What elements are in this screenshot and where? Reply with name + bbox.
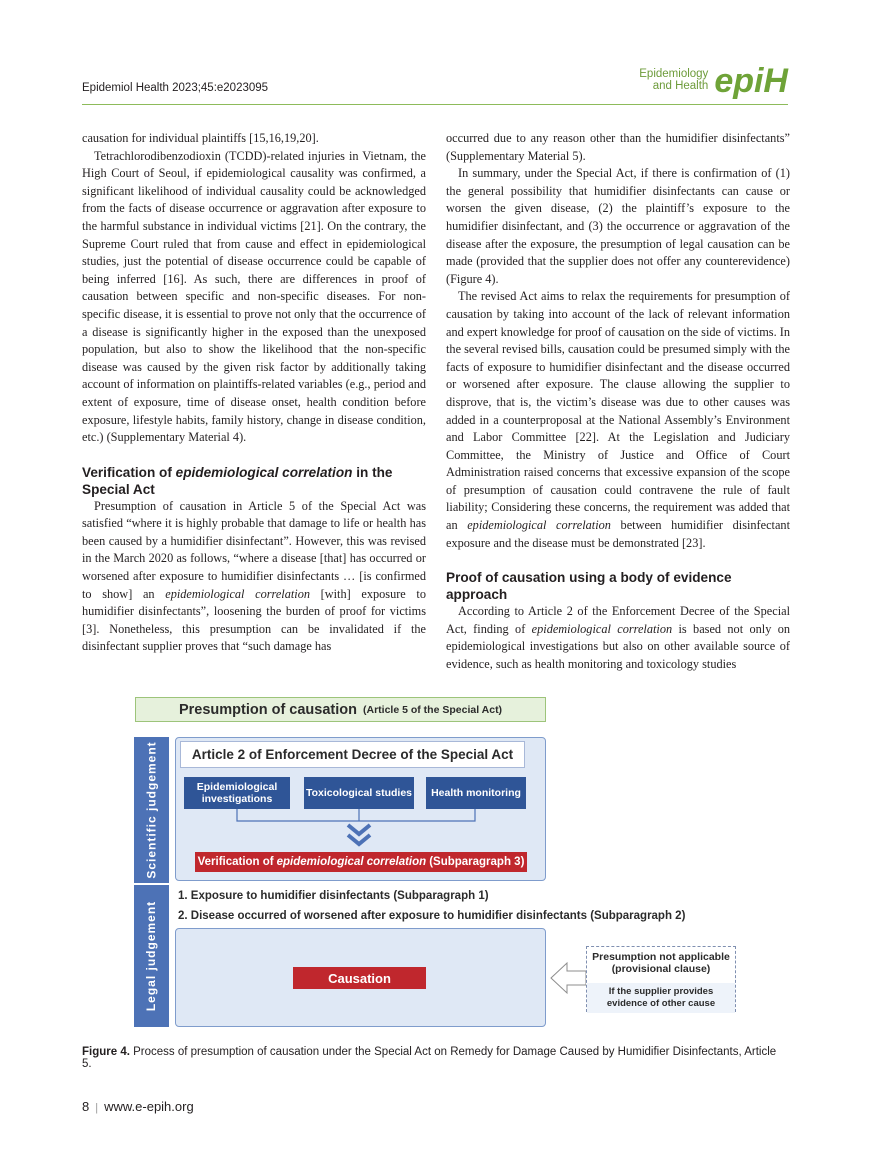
journal-name <box>639 68 708 92</box>
paragraph: Tetrachlorodibenzodioxin (TCDD)-related injuries in Vietnam, the High Court of Seoul, if epidemiological causality was confirmed, a significant likelihood of individual causality could be acknowledged from the facts of disease occurrence or aggravation after exposure to the harmful substance in individual victims [21]. On the contrary, the Supreme Court ruled that from cause and effect in epidemiological studies, just the potential of disease occurrence could be capable of being inferred [16]. As such, there are differences in proof of causation between specific and non-specific diseases. For non-specific disease, it is essential to prove not only that the occurrence of a disease is significantly higher in the exposed than the unexposed population, but also to show the likelihood that the non-specific disease was caused by the given risk factor by additionally taking account of information on plaintiffs-related variables (e.g., period and extent of exposure, time of disease onset, health condition before exposure, lifestyle habits, family history, change in disease condition, etc.) (Supplementary Material 4). <box>82 148 426 445</box>
header-divider <box>82 104 788 105</box>
heading-italic: epidemiological correlation <box>175 464 353 480</box>
paragraph <box>446 603 790 673</box>
right-column <box>446 130 790 674</box>
journal-name-line1: Epidemiology <box>639 68 709 80</box>
journal-name-line2: and Health <box>652 80 709 92</box>
text-span: [with] exposure to humidifier disinfectants”, loosening the burden of proof for victims [3]. Nonetheless, this presumption can be invalidated if the disinfectant supplier proves that “such damage has <box>82 586 426 654</box>
text-span: is based not only on epidemiological investigations but also on other available source of evidence, such as health monitoring and toxicology studies <box>446 621 790 672</box>
running-header-citation: Epidemiol Health 2023;45:e2023095 <box>82 82 269 94</box>
left-column <box>82 130 426 656</box>
footer-url: www.e-epih.org <box>104 1099 194 1114</box>
heading-text: Verification of <box>82 464 176 480</box>
footer-separator: | <box>95 1102 99 1114</box>
not-applicable-text: Presumption not applicable (provisional clause) <box>592 951 730 975</box>
heading-text: in the Special Act <box>82 464 393 497</box>
supplier-evidence-box: If the supplier provides evidence of other cause <box>587 983 735 1013</box>
verification-text: Verification of <box>197 856 274 868</box>
health-monitoring-box: Health monitoring <box>426 777 526 809</box>
paragraph: occurred due to any reason other than the humidifier disinfectants” (Supplementary Material 5). <box>446 131 790 163</box>
text-span: The revised Act aims to relax the requirements for presumption of causation by taking into account of the lack of relevant information and expert knowledge for proof of causation on the side of victims. In the several revised bills, causation could be presumed simply with the facts of exposure to humidifier disinfectant and the disease occurred or worsened after exposure. The clause allowing the supplier to disprove, that is, the victim’s disease was due to other causes was added in a counterproposal at the National Assembly’s Environment and Labor Committee [22]. At the Legislation and Judiciary Committee, the Ministry of Justice and Office of Court Administration raised concerns that excessive expansion of the scope of presumption of causation could contravene the rule of fault liability; Considering these concerns, the requirement was added that an <box>446 289 790 533</box>
text-span: According to Article 2 of the Enforcement Decree of the Special Act, finding of <box>446 604 790 636</box>
presumption-subtitle: (Article 5 of the Special Act) <box>363 703 503 716</box>
toxicological-box: Toxicological studies <box>304 777 414 809</box>
caption-label: Figure 4. <box>82 1046 130 1058</box>
page-number: 8 <box>82 1099 90 1114</box>
paragraph <box>446 288 790 552</box>
paragraph: In summary, under the Special Act, if there is confirmation of (1) the general possibility that humidifier disinfectants can cause or worsen the given disease, (2) the plaintiff’s exposure to the humidifier disinfectant, and (3) the occurrence or aggravation of the disease after the exposure, the presumption of legal causation can be made (provided that the supplier does not offer any counterevidence) (Figure 4). <box>446 166 790 286</box>
side-label-text: Legal judgement <box>144 900 159 1012</box>
paragraph <box>82 498 426 656</box>
section-heading <box>82 464 426 498</box>
article2-box: Article 2 of Enforcement Decree of the Special Act <box>180 741 525 768</box>
left-outline-arrow-icon <box>551 963 586 993</box>
italic-term: epidemiological correlation <box>531 621 673 636</box>
verification-box <box>195 852 527 872</box>
journal-logo: epiH <box>714 62 788 100</box>
verification-italic: epidemiological correlation <box>276 856 427 868</box>
italic-term: epidemiological correlation <box>467 518 611 533</box>
causation-box: Causation <box>293 967 426 989</box>
paragraph: causation for individual plaintiffs [15,16,19,20]. <box>82 131 319 145</box>
figure-diagram <box>130 697 740 1037</box>
caption-text: Process of presumption of causation under the Special Act on Remedy for Damage Caused by Humidifier Disinfectants, Article 5. <box>82 1046 777 1070</box>
not-applicable-box <box>586 946 736 1012</box>
side-label-text: Scientific judgement <box>144 741 159 879</box>
figure-caption <box>82 1046 788 1070</box>
legal-condition-1: 1. Exposure to humidifier disinfectants (Subparagraph 1) <box>178 890 489 902</box>
bracket-connector <box>237 809 475 821</box>
verification-text: (Subparagraph 3) <box>429 856 525 868</box>
legal-condition-2: 2. Disease occurred of worsened after exposure to humidifier disinfectants (Subparagraph 2) <box>178 910 686 922</box>
double-chevron-icon <box>348 825 370 844</box>
text-span: between humidifier disinfectant exposure and the disease must be demonstrated [23]. <box>446 518 790 550</box>
presumption-title: Presumption of causation <box>178 701 357 718</box>
journal-brand <box>639 64 788 98</box>
epidemiological-box: Epidemiological investigations <box>184 777 290 809</box>
section-heading: Proof of causation using a body of evidence approach <box>446 570 732 603</box>
text-span: Presumption of causation in Article 5 of the Special Act was satisfied “where it is highly probable that damage to life or health has been caused by a humidifier disinfectant”. However, this was revised in the March 2020 as follows, “where a disease [that] has occurred or worsened after exposure to humidifier disinfectants … [is confirmed to show] an <box>82 498 426 601</box>
page-footer <box>82 1099 194 1114</box>
italic-term: epidemiological correlation <box>165 586 310 601</box>
